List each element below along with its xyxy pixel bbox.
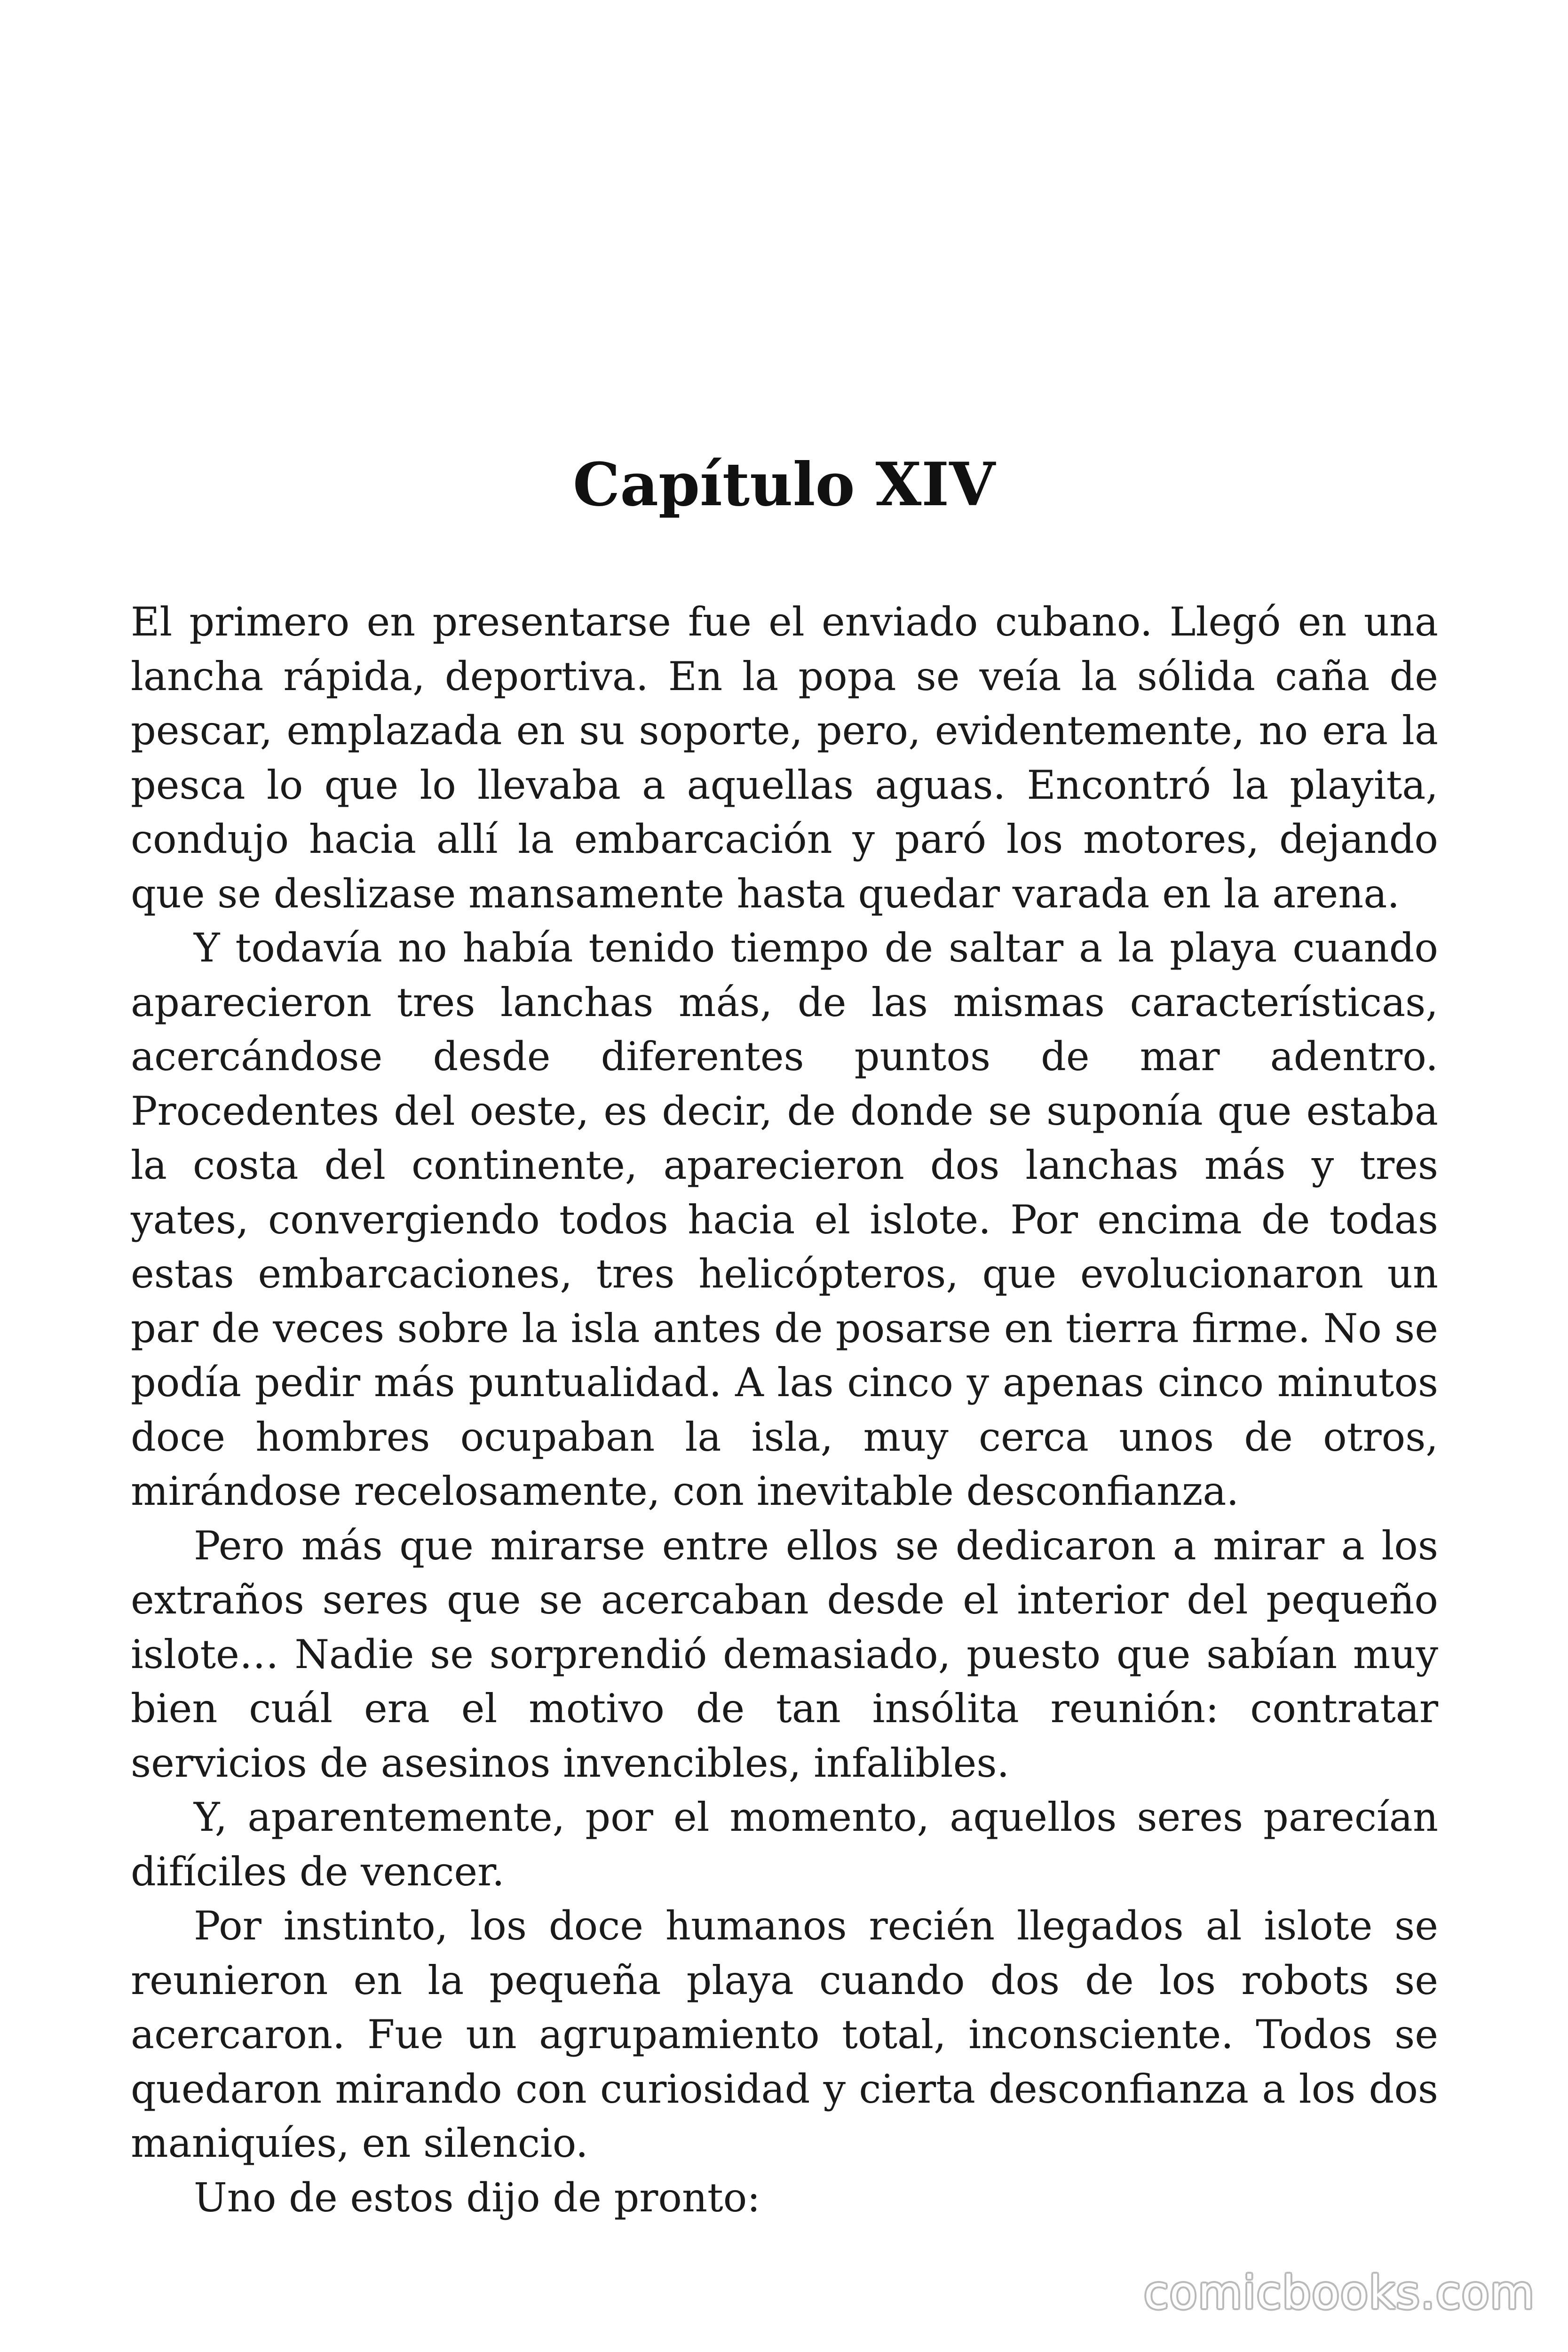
paragraph: El primero en presentarse fue el enviado cubano. Llegó en una lancha rápida, deportiva. En la popa se veía la sólida caña de pescar, emplazada en su soporte, pero, evidentemente, no era la pesca lo que lo llevaba a aquellas aguas. Encontró la playita, condujo hacia allí la embarcación y paró los motores, dejando que se deslizase mansamente hasta quedar varada en la arena. [131, 599, 1438, 917]
paragraph: Por instinto, los doce humanos recién llegados al islote se reunieron en la pequeña playa cuando dos de los robots se acercaron. Fue un agrupamiento total, inconsciente. Todos se quedaron mirando con curiosidad y cierta desconfianza a los dos maniquíes, en silencio. [131, 1903, 1438, 2166]
paragraph: Y, aparentemente, por el momento, aquellos seres parecían difíciles de vencer. [131, 1794, 1438, 1895]
paragraph: Uno de estos dijo de pronto: [194, 2174, 760, 2221]
paragraph: Y todavía no había tenido tiempo de saltar a la playa cuando aparecieron tres lanchas más, de las mismas características, acercándose desde diferentes puntos de mar adentro. Procedentes del oeste, es decir, de donde se suponía que estaba la costa del continente, aparecieron dos lanchas más y tres yates, convergiendo todos hacia el islote. Por encima de todas estas embarcaciones, tres helicópteros, que evolucionaron un par de veces sobre la isla antes de posarse en tierra firme. No se podía pedir más puntualidad. A las cinco y apenas cinco minutos doce hombres ocupaban la isla, muy cerca unos de otros, mirándose recelosamente, con inevitable desconfianza. [131, 925, 1438, 1514]
chapter-title: Capítulo XIV [573, 450, 995, 519]
chapter-body [131, 595, 1438, 2225]
watermark: comicbooks.com [1143, 2266, 1535, 2319]
paragraph: Pero más que mirarse entre ellos se dedicaron a mirar a los extraños seres que se acercaban desde el interior del pequeño islote… Nadie se sorprendió demasiado, puesto que sabían muy bien cuál era el motivo de tan insólita reunión: contratar servicios de asesinos invencibles, infalibles. [131, 1522, 1438, 1786]
